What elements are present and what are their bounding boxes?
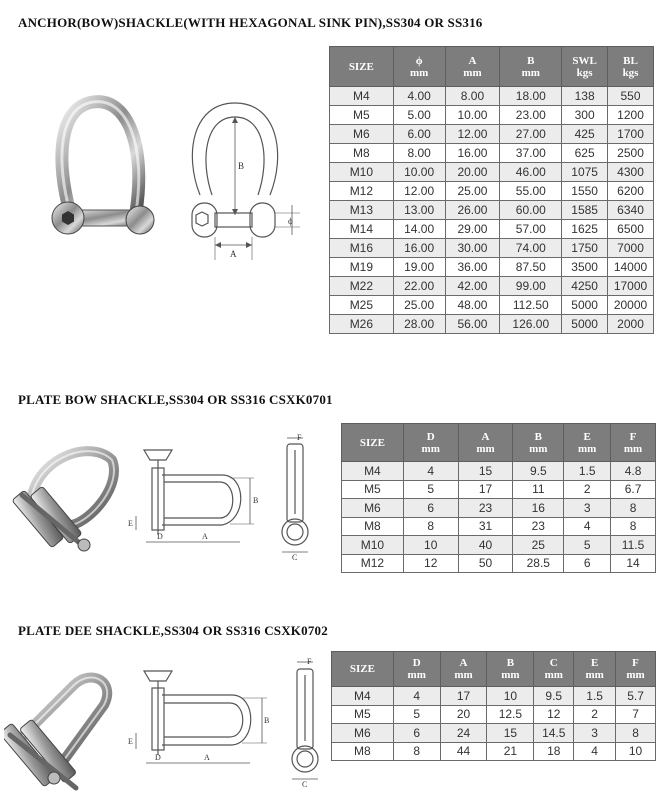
value-cell: 6500 xyxy=(608,220,654,239)
value-cell: 21 xyxy=(487,742,534,761)
value-cell: 12 xyxy=(403,554,458,573)
table-row xyxy=(330,258,654,277)
table-row xyxy=(332,742,656,761)
value-cell: 12 xyxy=(534,705,574,724)
value-cell: 28.5 xyxy=(513,554,564,573)
value-cell: 4.00 xyxy=(393,87,445,106)
col-header-b: B mm xyxy=(500,47,562,87)
label-a: A xyxy=(230,249,237,259)
value-cell: 1.5 xyxy=(574,687,616,706)
value-cell: 550 xyxy=(608,87,654,106)
value-cell: 16 xyxy=(513,499,564,518)
value-cell: 1625 xyxy=(562,220,608,239)
size-cell: M8 xyxy=(332,742,394,761)
table-row xyxy=(330,239,654,258)
value-cell: 1550 xyxy=(562,182,608,201)
value-cell: 10.00 xyxy=(393,163,445,182)
size-cell: M5 xyxy=(342,480,404,499)
table-row xyxy=(330,125,654,144)
size-cell: M10 xyxy=(330,163,394,182)
size-cell: M8 xyxy=(342,517,404,536)
size-cell: M13 xyxy=(330,201,394,220)
size-cell: M19 xyxy=(330,258,394,277)
value-cell: 18.00 xyxy=(500,87,562,106)
value-cell: 40 xyxy=(458,536,513,555)
value-cell: 6.7 xyxy=(611,480,656,499)
size-cell: M4 xyxy=(330,87,394,106)
col-header-a: A mm xyxy=(445,47,500,87)
label-f: F xyxy=(307,657,312,666)
table-row xyxy=(330,201,654,220)
value-cell: 1750 xyxy=(562,239,608,258)
label-d: D xyxy=(155,753,161,762)
value-cell: 10.00 xyxy=(445,106,500,125)
value-cell: 5 xyxy=(393,705,440,724)
col-header-f: F mm xyxy=(611,424,656,462)
size-cell: M6 xyxy=(332,724,394,743)
size-cell: M25 xyxy=(330,296,394,315)
col-header-e: E mm xyxy=(574,652,616,687)
table-row xyxy=(342,554,656,573)
col-header-swl: SWL kgs xyxy=(562,47,608,87)
label-c: C xyxy=(302,780,308,789)
value-cell: 8 xyxy=(611,499,656,518)
value-cell: 8 xyxy=(616,724,656,743)
value-cell: 18 xyxy=(534,742,574,761)
value-cell: 8.00 xyxy=(445,87,500,106)
value-cell: 50 xyxy=(458,554,513,573)
plate-bow-shackle-photo xyxy=(12,440,122,555)
label-phi: ϕ xyxy=(288,216,293,226)
col-header-f: F mm xyxy=(616,652,656,687)
value-cell: 11.5 xyxy=(611,536,656,555)
col-header-d: D mm xyxy=(393,652,440,687)
value-cell: 46.00 xyxy=(500,163,562,182)
size-cell: M6 xyxy=(330,125,394,144)
value-cell: 138 xyxy=(562,87,608,106)
table-row xyxy=(330,182,654,201)
value-cell: 29.00 xyxy=(445,220,500,239)
value-cell: 7000 xyxy=(608,239,654,258)
value-cell: 2500 xyxy=(608,144,654,163)
value-cell: 6 xyxy=(403,499,458,518)
value-cell: 1585 xyxy=(562,201,608,220)
value-cell: 31 xyxy=(458,517,513,536)
label-a: A xyxy=(204,753,210,762)
table-row xyxy=(342,462,656,481)
value-cell: 36.00 xyxy=(445,258,500,277)
value-cell: 4 xyxy=(393,687,440,706)
size-cell: M12 xyxy=(342,554,404,573)
table-row xyxy=(330,106,654,125)
value-cell: 10 xyxy=(403,536,458,555)
value-cell: 16.00 xyxy=(445,144,500,163)
col-header-a: A mm xyxy=(458,424,513,462)
value-cell: 55.00 xyxy=(500,182,562,201)
value-cell: 11 xyxy=(513,480,564,499)
value-cell: 22.00 xyxy=(393,277,445,296)
value-cell: 5.7 xyxy=(616,687,656,706)
value-cell: 1700 xyxy=(608,125,654,144)
value-cell: 5 xyxy=(403,480,458,499)
col-header-c: C mm xyxy=(534,652,574,687)
value-cell: 7 xyxy=(616,705,656,724)
value-cell: 8.00 xyxy=(393,144,445,163)
value-cell: 2 xyxy=(574,705,616,724)
value-cell: 20 xyxy=(440,705,487,724)
table-row xyxy=(330,277,654,296)
value-cell: 14.00 xyxy=(393,220,445,239)
value-cell: 9.5 xyxy=(534,687,574,706)
value-cell: 42.00 xyxy=(445,277,500,296)
value-cell: 14.5 xyxy=(534,724,574,743)
size-cell: M10 xyxy=(342,536,404,555)
value-cell: 6 xyxy=(393,724,440,743)
plate-dee-shackle-side-view xyxy=(283,655,323,790)
value-cell: 20.00 xyxy=(445,163,500,182)
value-cell: 87.50 xyxy=(500,258,562,277)
section-title-plate-bow-shackle: PLATE BOW SHACKLE,SS304 OR SS316 CSXK0701 xyxy=(18,392,333,407)
value-cell: 27.00 xyxy=(500,125,562,144)
table-row xyxy=(330,87,654,106)
size-cell: M14 xyxy=(330,220,394,239)
value-cell: 4250 xyxy=(562,277,608,296)
col-header-e: E mm xyxy=(564,424,611,462)
value-cell: 15 xyxy=(487,724,534,743)
value-cell: 14000 xyxy=(608,258,654,277)
value-cell: 4 xyxy=(574,742,616,761)
value-cell: 8 xyxy=(611,517,656,536)
value-cell: 5000 xyxy=(562,296,608,315)
value-cell: 4 xyxy=(403,462,458,481)
value-cell: 23 xyxy=(513,517,564,536)
label-f: F xyxy=(297,433,302,442)
size-cell: M22 xyxy=(330,277,394,296)
table-row xyxy=(330,144,654,163)
value-cell: 4.8 xyxy=(611,462,656,481)
size-cell: M26 xyxy=(330,315,394,334)
value-cell: 15 xyxy=(458,462,513,481)
value-cell: 56.00 xyxy=(445,315,500,334)
section-title-plate-dee-shackle: PLATE DEE SHACKLE,SS304 OR SS316 CSXK0702 xyxy=(18,623,328,638)
value-cell: 6340 xyxy=(608,201,654,220)
value-cell: 3500 xyxy=(562,258,608,277)
table-row xyxy=(332,705,656,724)
table-row xyxy=(342,517,656,536)
table-row xyxy=(342,499,656,518)
value-cell: 6200 xyxy=(608,182,654,201)
value-cell: 3 xyxy=(564,499,611,518)
value-cell: 12.00 xyxy=(393,182,445,201)
plate-dee-shackle-table xyxy=(331,651,656,761)
value-cell: 17 xyxy=(458,480,513,499)
plate-bow-shackle-drawing xyxy=(122,440,267,570)
size-cell: M5 xyxy=(332,705,394,724)
value-cell: 8 xyxy=(403,517,458,536)
label-b: B xyxy=(253,496,259,505)
value-cell: 5000 xyxy=(562,315,608,334)
value-cell: 16.00 xyxy=(393,239,445,258)
value-cell: 26.00 xyxy=(445,201,500,220)
anchor-shackle-photo xyxy=(48,92,158,257)
col-header-bl: BL kgs xyxy=(608,47,654,87)
col-header-size: SIZE xyxy=(330,47,394,87)
label-d: D xyxy=(157,532,163,541)
value-cell: 8 xyxy=(393,742,440,761)
col-header-a: A mm xyxy=(440,652,487,687)
value-cell: 12.00 xyxy=(445,125,500,144)
value-cell: 28.00 xyxy=(393,315,445,334)
table-row xyxy=(330,296,654,315)
value-cell: 37.00 xyxy=(500,144,562,163)
value-cell: 17000 xyxy=(608,277,654,296)
label-e: E xyxy=(128,519,133,528)
plate-bow-shackle-table xyxy=(341,423,656,573)
table-row xyxy=(332,687,656,706)
value-cell: 1075 xyxy=(562,163,608,182)
plate-dee-shackle-drawing xyxy=(122,663,272,793)
value-cell: 2000 xyxy=(608,315,654,334)
value-cell: 20000 xyxy=(608,296,654,315)
size-cell: M12 xyxy=(330,182,394,201)
value-cell: 12.5 xyxy=(487,705,534,724)
value-cell: 5 xyxy=(564,536,611,555)
col-header-size: SIZE xyxy=(332,652,394,687)
col-header-b: B mm xyxy=(513,424,564,462)
value-cell: 6 xyxy=(564,554,611,573)
value-cell: 3 xyxy=(574,724,616,743)
anchor-shackle-table xyxy=(329,46,654,334)
col-header-size: SIZE xyxy=(342,424,404,462)
label-b: B xyxy=(264,716,270,725)
value-cell: 25.00 xyxy=(445,182,500,201)
plate-dee-shackle-photo xyxy=(4,660,124,795)
value-cell: 300 xyxy=(562,106,608,125)
table-row xyxy=(342,536,656,555)
value-cell: 625 xyxy=(562,144,608,163)
value-cell: 126.00 xyxy=(500,315,562,334)
col-header-d: D mm xyxy=(403,424,458,462)
value-cell: 57.00 xyxy=(500,220,562,239)
value-cell: 13.00 xyxy=(393,201,445,220)
value-cell: 60.00 xyxy=(500,201,562,220)
anchor-shackle-drawing xyxy=(180,95,305,270)
value-cell: 25 xyxy=(513,536,564,555)
value-cell: 2 xyxy=(564,480,611,499)
value-cell: 99.00 xyxy=(500,277,562,296)
value-cell: 74.00 xyxy=(500,239,562,258)
plate-bow-shackle-side-view xyxy=(273,432,313,562)
table-row xyxy=(330,163,654,182)
value-cell: 44 xyxy=(440,742,487,761)
label-e: E xyxy=(128,737,133,746)
size-cell: M6 xyxy=(342,499,404,518)
value-cell: 1200 xyxy=(608,106,654,125)
value-cell: 48.00 xyxy=(445,296,500,315)
table-row xyxy=(330,220,654,239)
value-cell: 23.00 xyxy=(500,106,562,125)
size-cell: M16 xyxy=(330,239,394,258)
value-cell: 5.00 xyxy=(393,106,445,125)
value-cell: 24 xyxy=(440,724,487,743)
value-cell: 14 xyxy=(611,554,656,573)
table-row xyxy=(342,480,656,499)
value-cell: 112.50 xyxy=(500,296,562,315)
value-cell: 10 xyxy=(487,687,534,706)
size-cell: M8 xyxy=(330,144,394,163)
table-row xyxy=(330,315,654,334)
label-c: C xyxy=(292,553,298,562)
value-cell: 10 xyxy=(616,742,656,761)
value-cell: 25.00 xyxy=(393,296,445,315)
value-cell: 23 xyxy=(458,499,513,518)
label-a: A xyxy=(202,532,208,541)
value-cell: 425 xyxy=(562,125,608,144)
size-cell: M5 xyxy=(330,106,394,125)
size-cell: M4 xyxy=(342,462,404,481)
section-title-anchor-shackle: ANCHOR(BOW)SHACKLE(WITH HEXAGONAL SINK PIN),SS304 OR SS316 xyxy=(18,15,483,30)
col-header-phi: ϕ mm xyxy=(393,47,445,87)
value-cell: 30.00 xyxy=(445,239,500,258)
value-cell: 9.5 xyxy=(513,462,564,481)
value-cell: 6.00 xyxy=(393,125,445,144)
value-cell: 4 xyxy=(564,517,611,536)
col-header-b: B mm xyxy=(487,652,534,687)
value-cell: 19.00 xyxy=(393,258,445,277)
value-cell: 17 xyxy=(440,687,487,706)
label-b: B xyxy=(238,161,245,171)
table-row xyxy=(332,724,656,743)
value-cell: 4300 xyxy=(608,163,654,182)
value-cell: 1.5 xyxy=(564,462,611,481)
size-cell: M4 xyxy=(332,687,394,706)
